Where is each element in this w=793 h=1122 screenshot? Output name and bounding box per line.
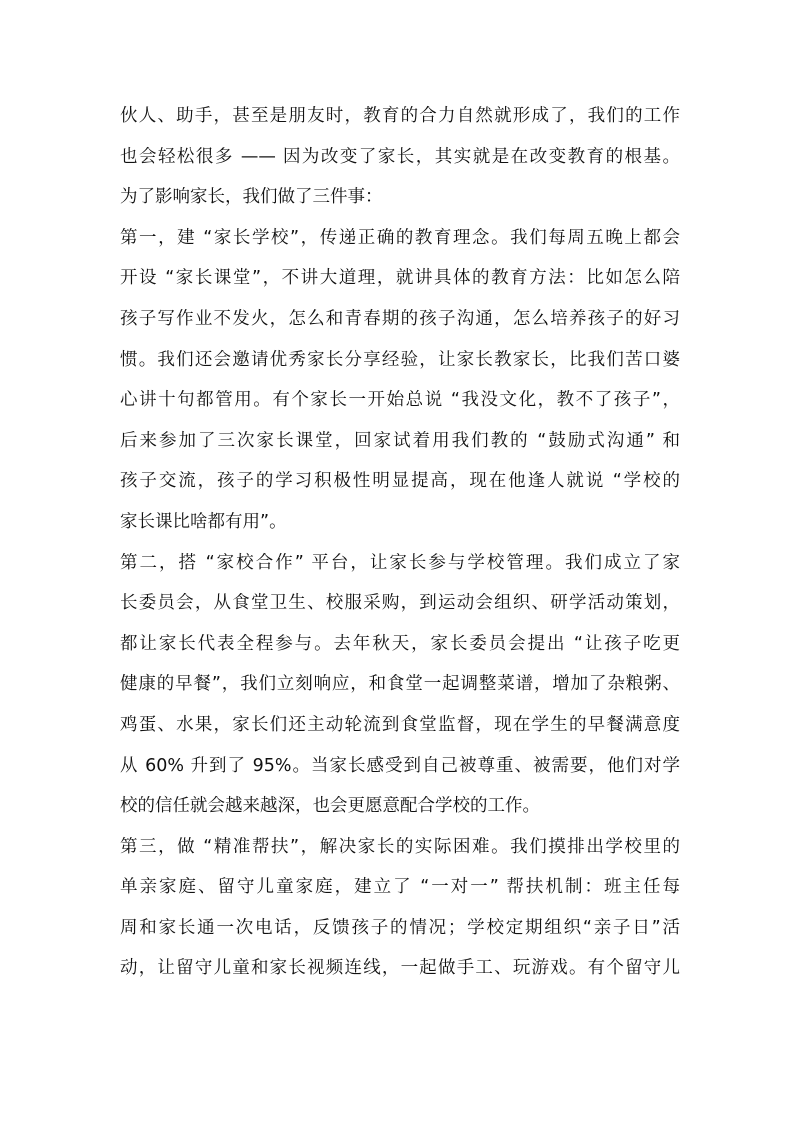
text-line: 从 60% 升到了 95%。当家长感受到自己被尊重、被需要，他们对学 bbox=[120, 755, 680, 776]
document-body bbox=[120, 96, 680, 989]
paragraph-first-point bbox=[120, 218, 680, 543]
text-line: 第一，建 “家长学校”，传递正确的教育理念。我们每周五晚上都会 bbox=[120, 227, 680, 248]
text-line: 单亲家庭、留守儿童家庭，建立了 “一对一” 帮扶机制：班主任每 bbox=[120, 877, 680, 898]
text-line: 校的信任就会越来越深，也会更愿意配合学校的工作。 bbox=[120, 796, 540, 817]
text-line: 惯。我们还会邀请优秀家长分享经验，让家长教家长，比我们苦口婆 bbox=[120, 349, 680, 370]
text-line: 周和家长通一次电话，反馈孩子的情况；学校定期组织“亲子日”活 bbox=[120, 917, 680, 938]
text-line: 心讲十句都管用。有个家长一开始总说 “我没文化，教不了孩子”， bbox=[120, 390, 680, 411]
paragraph-second-point bbox=[120, 543, 680, 827]
text-line: 孩子写作业不发火，怎么和青春期的孩子沟通，怎么培养孩子的好习 bbox=[120, 308, 680, 329]
text-line: 健康的早餐”，我们立刻响应，和食堂一起调整菜谱，增加了杂粮粥、 bbox=[120, 674, 680, 695]
text-line: 鸡蛋、水果，家长们还主动轮流到食堂监督，现在学生的早餐满意度 bbox=[120, 714, 680, 735]
text-line: 动，让留守儿童和家长视频连线，一起做手工、玩游戏。有个留守儿 bbox=[120, 958, 680, 979]
text-line: 后来参加了三次家长课堂，回家试着用我们教的 “鼓励式沟通” 和 bbox=[120, 430, 680, 451]
text-line: 长委员会，从食堂卫生、校服采购，到运动会组织、研学活动策划， bbox=[120, 593, 680, 614]
text-line: 孩子交流，孩子的学习积极性明显提高，现在他逢人就说 “学校的 bbox=[120, 471, 680, 492]
text-line: 第三，做 “精准帮扶”，解决家长的实际困难。我们摸排出学校里的 bbox=[120, 836, 680, 857]
text-line: 开设 “家长课堂”，不讲大道理，就讲具体的教育方法：比如怎么陪 bbox=[120, 268, 680, 289]
text-line: 为了影响家长，我们做了三件事： bbox=[120, 187, 383, 208]
text-line: 伙人、助手，甚至是朋友时，教育的合力自然就形成了，我们的工作 bbox=[120, 106, 680, 126]
paragraph-third-point bbox=[120, 827, 680, 989]
text-line: 也会轻松很多 —— 因为改变了家长，其实就是在改变教育的根基。 bbox=[120, 146, 680, 167]
text-line: 第二，搭 “家校合作” 平台，让家长参与学校管理。我们成立了家 bbox=[120, 552, 680, 573]
paragraph-intro bbox=[120, 96, 680, 218]
text-line: 都让家长代表全程参与。去年秋天，家长委员会提出 “让孩子吃更 bbox=[120, 633, 680, 654]
text-line: 家长课比啥都有用”。 bbox=[120, 511, 287, 532]
